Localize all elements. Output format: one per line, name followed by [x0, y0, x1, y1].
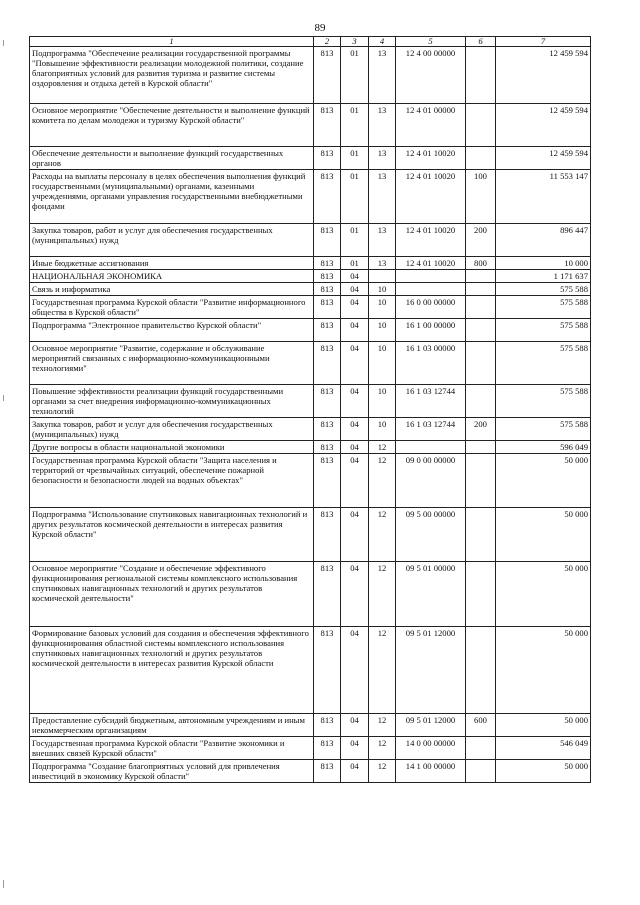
cell-amount: 575 588 — [496, 296, 591, 319]
cell-expense-type: 800 — [466, 257, 496, 270]
col-header-section: 3 — [341, 37, 369, 47]
cell-grbs: 813 — [314, 418, 341, 441]
cell-subsection: 12 — [369, 714, 396, 737]
cell-grbs: 813 — [314, 737, 341, 760]
cell-grbs: 813 — [314, 562, 341, 627]
cell-target-article: 09 5 01 12000 — [396, 627, 466, 714]
cell-amount: 50 000 — [496, 760, 591, 783]
cell-section: 04 — [341, 627, 369, 714]
cell-amount: 50 000 — [496, 562, 591, 627]
cell-grbs: 813 — [314, 319, 341, 342]
cell-amount: 12 459 594 — [496, 104, 591, 147]
table-row — [30, 104, 591, 147]
table-row — [30, 508, 591, 562]
cell-target-article: 09 5 01 12000 — [396, 714, 466, 737]
table-row — [30, 342, 591, 385]
cell-section: 01 — [341, 104, 369, 147]
cell-name: Государственная программа Курской области "Защита населения и территорий от чрезвычайных ситуаций, обеспечение пожарной безопасности и безопасности людей на водных объектах" — [30, 454, 314, 508]
page-number: 89 — [314, 22, 326, 34]
col-header-expense-type: 6 — [466, 37, 496, 47]
table-row — [30, 627, 591, 714]
cell-subsection: 12 — [369, 441, 396, 454]
table-row — [30, 224, 591, 257]
cell-subsection: 13 — [369, 170, 396, 224]
cell-target-article: 12 4 01 10020 — [396, 224, 466, 257]
cell-target-article: 16 1 00 00000 — [396, 319, 466, 342]
cell-section: 04 — [341, 760, 369, 783]
cell-amount: 575 588 — [496, 385, 591, 418]
cell-target-article: 14 0 00 00000 — [396, 737, 466, 760]
cell-section: 04 — [341, 270, 369, 283]
cell-subsection: 10 — [369, 418, 396, 441]
cell-grbs: 813 — [314, 147, 341, 170]
cell-subsection: 12 — [369, 562, 396, 627]
cell-grbs: 813 — [314, 104, 341, 147]
cell-name: НАЦИОНАЛЬНАЯ ЭКОНОМИКА — [30, 270, 314, 283]
cell-subsection: 12 — [369, 508, 396, 562]
cell-target-article: 12 4 01 10020 — [396, 257, 466, 270]
table-row — [30, 441, 591, 454]
cell-expense-type — [466, 270, 496, 283]
cell-name: Обеспечение деятельности и выполнение функций государственных органов — [30, 147, 314, 170]
cell-amount: 596 049 — [496, 441, 591, 454]
cell-section: 04 — [341, 508, 369, 562]
cell-grbs: 813 — [314, 627, 341, 714]
cell-amount: 50 000 — [496, 454, 591, 508]
cell-target-article — [396, 283, 466, 296]
cell-section: 04 — [341, 319, 369, 342]
cell-expense-type — [466, 342, 496, 385]
cell-target-article — [396, 441, 466, 454]
cell-grbs: 813 — [314, 257, 341, 270]
cell-name: Основное мероприятие "Обеспечение деятельности и выполнение функций комитета по делам молодежи и туризму Курской области" — [30, 104, 314, 147]
table-row — [30, 319, 591, 342]
cell-target-article: 16 1 03 12744 — [396, 385, 466, 418]
cell-grbs: 813 — [314, 342, 341, 385]
cell-target-article: 16 1 03 12744 — [396, 418, 466, 441]
cell-amount: 1 171 637 — [496, 270, 591, 283]
col-header-target-article: 5 — [396, 37, 466, 47]
header-row — [30, 37, 591, 47]
cell-name: Связь и информатика — [30, 283, 314, 296]
cell-name: Предоставление субсидий бюджетным, автономным учреждениям и иным некоммерческим организациям — [30, 714, 314, 737]
cell-subsection — [369, 270, 396, 283]
cell-section: 04 — [341, 737, 369, 760]
cell-grbs: 813 — [314, 283, 341, 296]
col-header-amount: 7 — [496, 37, 591, 47]
cell-name: Иные бюджетные ассигнования — [30, 257, 314, 270]
cell-name: Повышение эффективности реализации функций государственными органами за счет внедрения информационно-коммуникационных технологий — [30, 385, 314, 418]
cell-target-article: 12 4 00 00000 — [396, 47, 466, 104]
margin-mark — [3, 395, 4, 401]
cell-expense-type — [466, 296, 496, 319]
cell-name: Основное мероприятие "Создание и обеспечение эффективного функционирования региональной системы комплексного использования спутниковых навигационных технологий и других результатов космической деятельности" — [30, 562, 314, 627]
cell-subsection: 13 — [369, 257, 396, 270]
cell-subsection: 10 — [369, 283, 396, 296]
cell-section: 04 — [341, 714, 369, 737]
cell-grbs: 813 — [314, 760, 341, 783]
cell-subsection: 13 — [369, 147, 396, 170]
cell-target-article: 09 0 00 00000 — [396, 454, 466, 508]
cell-target-article — [396, 270, 466, 283]
table-row — [30, 147, 591, 170]
cell-grbs: 813 — [314, 714, 341, 737]
cell-amount: 12 459 594 — [496, 147, 591, 170]
cell-name: Расходы на выплаты персоналу в целях обеспечения выполнения функций государственными (муниципальными) органами, казенными учреждениями, органами управления государственными внебюджетными фондами — [30, 170, 314, 224]
cell-section: 01 — [341, 257, 369, 270]
cell-expense-type — [466, 760, 496, 783]
budget-table — [29, 36, 591, 783]
cell-grbs: 813 — [314, 224, 341, 257]
cell-grbs: 813 — [314, 385, 341, 418]
cell-name: Подпрограмма "Обеспечение реализации государственной программы "Повышение эффективности реализации молодежной политики, создание благоприятных условий для развития туризма и развитие системы оздоровления и отдыха детей в Курской области" — [30, 47, 314, 104]
table-row — [30, 283, 591, 296]
cell-amount: 12 459 594 — [496, 47, 591, 104]
cell-section: 04 — [341, 562, 369, 627]
cell-subsection: 13 — [369, 104, 396, 147]
table-row — [30, 257, 591, 270]
cell-name: Другие вопросы в области национальной экономики — [30, 441, 314, 454]
margin-mark — [3, 40, 4, 46]
cell-subsection: 10 — [369, 342, 396, 385]
table-row — [30, 418, 591, 441]
cell-amount: 50 000 — [496, 714, 591, 737]
cell-name: Государственная программа Курской области "Развитие информационного общества в Курской области" — [30, 296, 314, 319]
cell-expense-type: 100 — [466, 170, 496, 224]
cell-amount: 50 000 — [496, 627, 591, 714]
cell-name: Подпрограмма "Создание благоприятных условий для привлечения инвестиций в экономику Курской области" — [30, 760, 314, 783]
cell-name: Формирование базовых условий для создания и обеспечения эффективного функционирования областной системы комплексного использования спутниковых навигационных технологий и других результатов космической деятельности в интересах развития Курской области — [30, 627, 314, 714]
cell-section: 04 — [341, 296, 369, 319]
cell-grbs: 813 — [314, 454, 341, 508]
cell-expense-type — [466, 385, 496, 418]
col-header-name: 1 — [30, 37, 314, 47]
cell-expense-type — [466, 562, 496, 627]
cell-name: Подпрограмма "Электронное правительство Курской области" — [30, 319, 314, 342]
cell-section: 04 — [341, 283, 369, 296]
cell-section: 04 — [341, 441, 369, 454]
cell-expense-type — [466, 627, 496, 714]
cell-grbs: 813 — [314, 441, 341, 454]
margin-mark — [3, 880, 4, 888]
cell-grbs: 813 — [314, 270, 341, 283]
table-row — [30, 385, 591, 418]
cell-subsection: 12 — [369, 737, 396, 760]
col-header-subsection: 4 — [369, 37, 396, 47]
cell-section: 04 — [341, 342, 369, 385]
cell-subsection: 13 — [369, 224, 396, 257]
cell-grbs: 813 — [314, 170, 341, 224]
cell-section: 04 — [341, 385, 369, 418]
cell-subsection: 12 — [369, 627, 396, 714]
table-row — [30, 270, 591, 283]
table-row — [30, 760, 591, 783]
cell-expense-type — [466, 104, 496, 147]
cell-amount: 50 000 — [496, 508, 591, 562]
table-row — [30, 170, 591, 224]
cell-section: 04 — [341, 418, 369, 441]
cell-expense-type — [466, 147, 496, 170]
cell-section: 01 — [341, 47, 369, 104]
cell-grbs: 813 — [314, 47, 341, 104]
cell-expense-type — [466, 319, 496, 342]
cell-target-article: 16 0 00 00000 — [396, 296, 466, 319]
cell-subsection: 10 — [369, 385, 396, 418]
cell-amount: 10 000 — [496, 257, 591, 270]
cell-name: Основное мероприятие "Развитие, содержание и обслуживание мероприятий связанных с информационно-коммуникационными технологиями" — [30, 342, 314, 385]
cell-expense-type — [466, 508, 496, 562]
cell-amount: 575 588 — [496, 342, 591, 385]
cell-amount: 575 588 — [496, 319, 591, 342]
cell-expense-type — [466, 454, 496, 508]
cell-name: Закупка товаров, работ и услуг для обеспечения государственных (муниципальных) нужд — [30, 418, 314, 441]
table-row — [30, 47, 591, 104]
cell-target-article: 09 5 01 00000 — [396, 562, 466, 627]
cell-amount: 575 588 — [496, 418, 591, 441]
cell-target-article: 12 4 01 00000 — [396, 104, 466, 147]
cell-subsection: 10 — [369, 296, 396, 319]
cell-expense-type: 200 — [466, 418, 496, 441]
cell-subsection: 10 — [369, 319, 396, 342]
cell-target-article: 14 1 00 00000 — [396, 760, 466, 783]
cell-expense-type — [466, 441, 496, 454]
cell-name: Подпрограмма "Использование спутниковых навигационных технологий и других результатов космической деятельности в интересах развития Курской области" — [30, 508, 314, 562]
table-row — [30, 296, 591, 319]
cell-section: 01 — [341, 224, 369, 257]
cell-expense-type — [466, 283, 496, 296]
cell-amount: 896 447 — [496, 224, 591, 257]
cell-section: 04 — [341, 454, 369, 508]
cell-subsection: 13 — [369, 47, 396, 104]
cell-expense-type — [466, 737, 496, 760]
col-header-grbs: 2 — [314, 37, 341, 47]
cell-target-article: 16 1 03 00000 — [396, 342, 466, 385]
cell-target-article: 12 4 01 10020 — [396, 147, 466, 170]
cell-section: 01 — [341, 170, 369, 224]
cell-subsection: 12 — [369, 454, 396, 508]
cell-name: Государственная программа Курской области "Развитие экономики и внешних связей Курской области" — [30, 737, 314, 760]
cell-expense-type: 600 — [466, 714, 496, 737]
cell-grbs: 813 — [314, 296, 341, 319]
cell-expense-type — [466, 47, 496, 104]
table-row — [30, 562, 591, 627]
cell-name: Закупка товаров, работ и услуг для обеспечения государственных (муниципальных) нужд — [30, 224, 314, 257]
cell-subsection: 12 — [369, 760, 396, 783]
cell-target-article: 09 5 00 00000 — [396, 508, 466, 562]
cell-amount: 546 049 — [496, 737, 591, 760]
table-row — [30, 714, 591, 737]
cell-section: 01 — [341, 147, 369, 170]
cell-amount: 11 553 147 — [496, 170, 591, 224]
table-row — [30, 737, 591, 760]
table-row — [30, 454, 591, 508]
cell-grbs: 813 — [314, 508, 341, 562]
cell-expense-type: 200 — [466, 224, 496, 257]
cell-target-article: 12 4 01 10020 — [396, 170, 466, 224]
cell-amount: 575 588 — [496, 283, 591, 296]
